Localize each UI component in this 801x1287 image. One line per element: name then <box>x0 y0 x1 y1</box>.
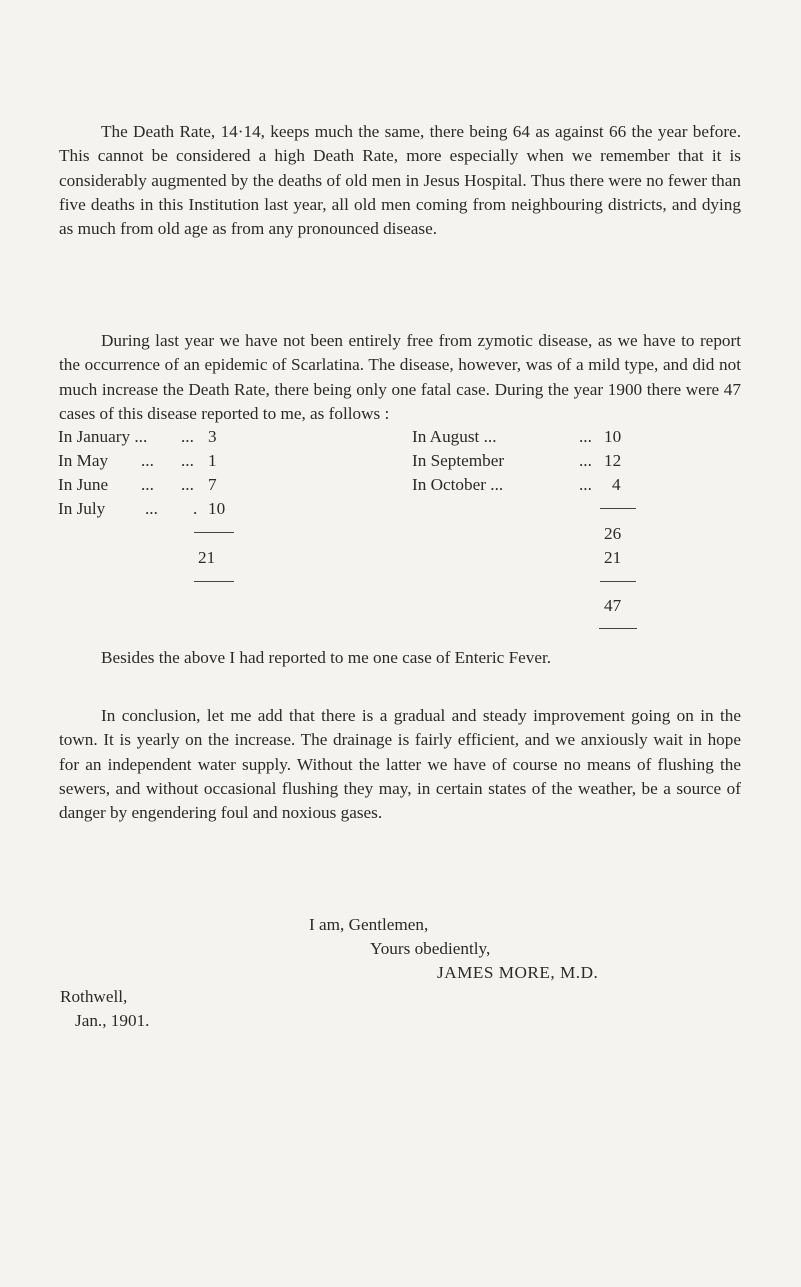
leader-dots: ... <box>141 475 154 494</box>
right-carried-total: 21 <box>604 548 622 567</box>
month-label: In September <box>412 451 505 470</box>
month-label: In June <box>58 475 109 494</box>
month-label: In August ... <box>412 427 497 446</box>
leader-dots: ... <box>181 475 194 494</box>
leader-dots: ... <box>181 427 194 446</box>
grand-total: 47 <box>604 596 622 615</box>
divider <box>194 532 234 533</box>
signature: JAMES MORE, M.D. <box>437 963 599 982</box>
divider <box>600 581 636 582</box>
paragraph-enteric-fever: Besides the above I had reported to me one case of Enteric Fever. <box>101 648 552 667</box>
paragraph-zymotic-disease: During last year we have not been entirely free from zymotic disease, as we have to report the occurrence of an epidemic of Scarlatina. The disease, however, was of a mild type, and did not much increase the Death Rate, there being only one fatal case. During the year 1900 there were 47 cases of this disease reported to me, as follows : <box>59 331 741 423</box>
leader-dots: ... <box>145 499 158 518</box>
leader-dots: ... <box>181 451 194 470</box>
case-count: 10 <box>208 499 226 518</box>
case-count: 1 <box>208 451 217 470</box>
divider <box>194 581 234 582</box>
paragraph-death-rate: The Death Rate, 14·14, keeps much the same, there being 64 as against 66 the year before. This cannot be considered a high Death Rate, more especially when we remember that it is considerably augmented by the deaths of old men in Jesus Hospital. Thus there were no fewer than five deaths in this Institution last year, all old men coming from neighbouring districts, and dying as much from old age as from any pronounced disease. <box>59 122 741 239</box>
case-count: 4 <box>612 475 621 494</box>
date: Jan., 1901. <box>75 1011 150 1030</box>
divider <box>600 508 636 509</box>
leader-dots: ... <box>579 427 592 446</box>
valediction: Yours obediently, <box>370 939 491 958</box>
month-label: In October ... <box>412 475 504 494</box>
salutation: I am, Gentlemen, <box>309 915 429 934</box>
paragraph-conclusion: In conclusion, let me add that there is a gradual and steady improvement going on in the town. It is yearly on the increase. The drainage is fairly efficient, and we anxiously wait in hope for an independent water supply. Without the latter we have of course no means of flushing the sewers, and without occasional flushing they may, in certain states of the weather, be a source of danger by engendering foul and noxious gases. <box>59 706 741 823</box>
leader-dots: ... <box>579 451 592 470</box>
leader-dots: ... <box>141 451 154 470</box>
case-count: 12 <box>604 451 622 470</box>
place: Rothwell, <box>60 987 128 1006</box>
case-count: 3 <box>208 427 217 446</box>
divider <box>599 628 637 629</box>
month-label: In May <box>58 451 109 470</box>
month-label: In January ... <box>58 427 148 446</box>
leader-dots: ... <box>579 475 592 494</box>
left-total: 21 <box>198 548 216 567</box>
leader-dots: . <box>193 499 198 518</box>
right-subtotal: 26 <box>604 524 622 543</box>
month-label: In July <box>58 499 106 518</box>
case-count: 10 <box>604 427 622 446</box>
case-count: 7 <box>208 475 217 494</box>
